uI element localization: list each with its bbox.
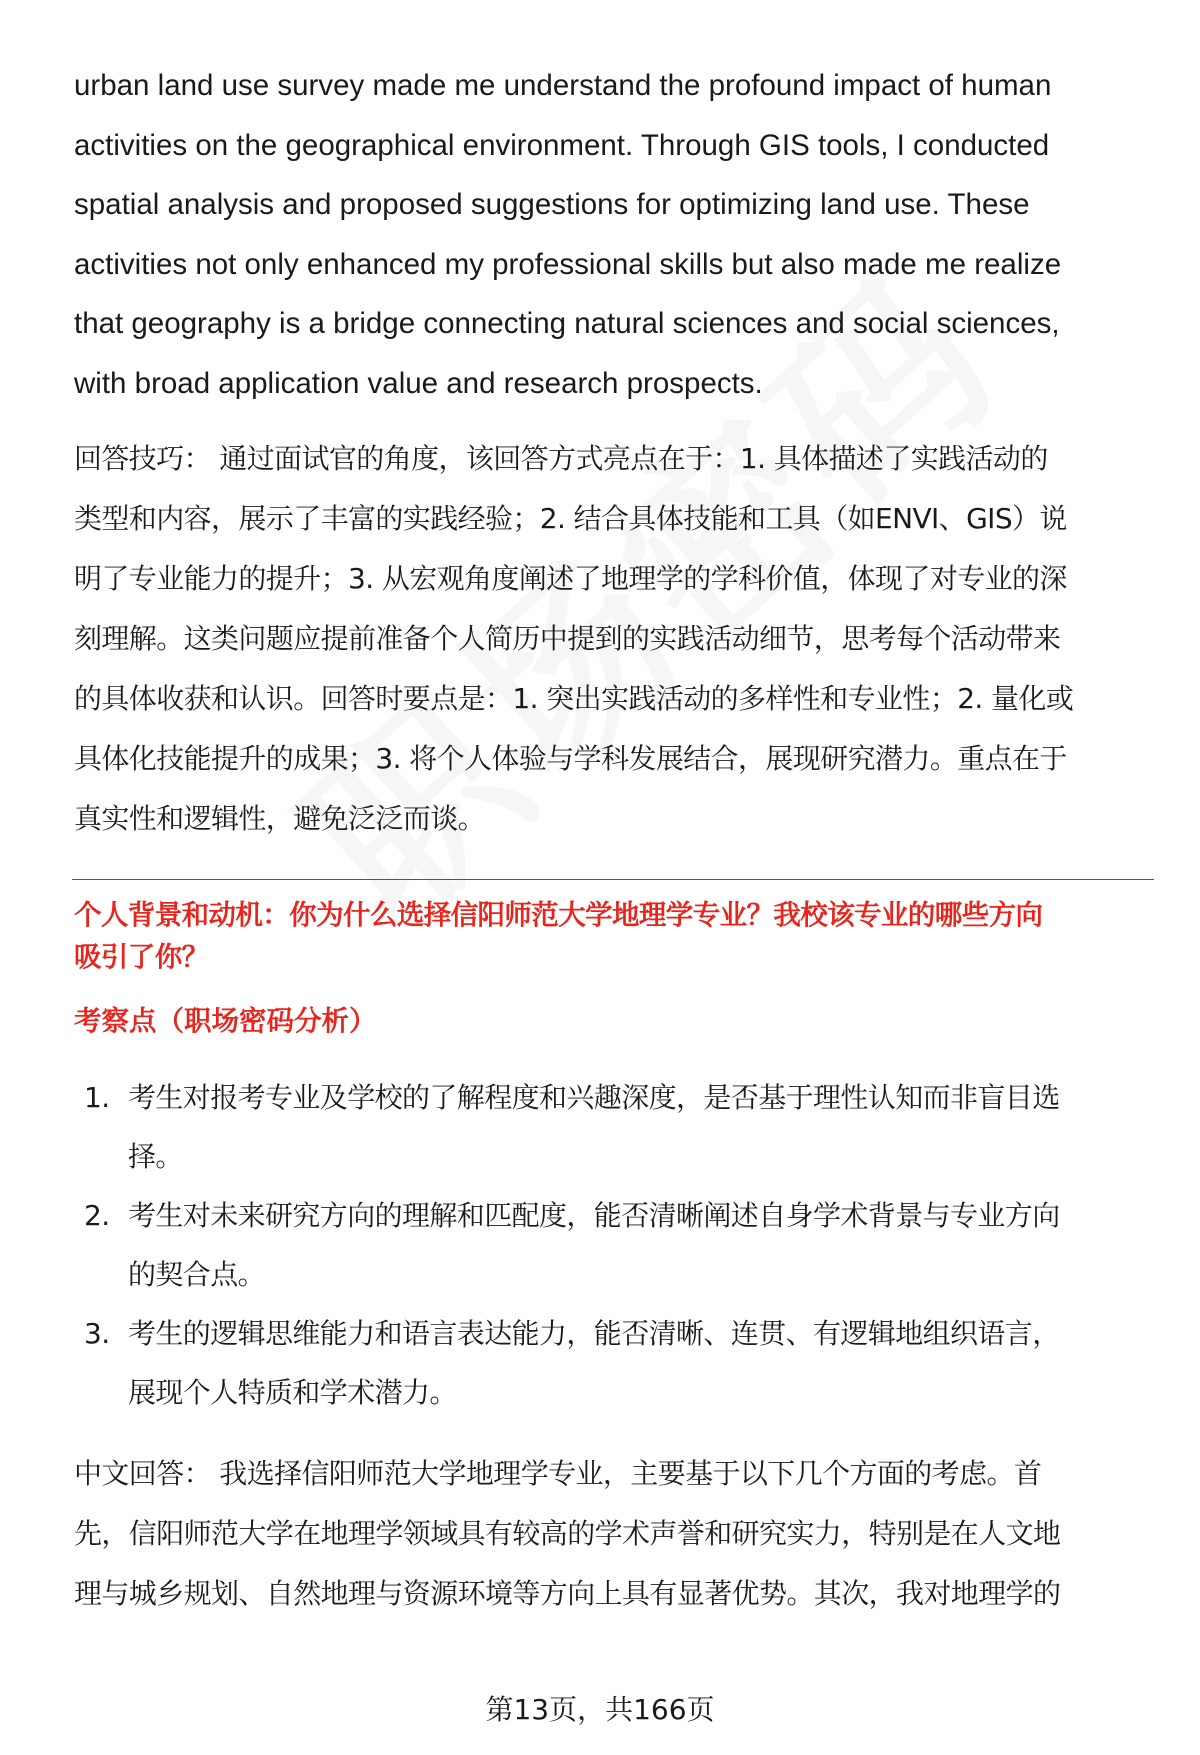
text-line: activities not only enhanced my professional skills but also made me realize [74,247,1062,281]
text-line: 的契合点。 [128,1258,266,1291]
text-line: 展现个人特质和学术潜力。 [128,1376,457,1409]
text-line: 类型和内容，展示了丰富的实践经验；2. 结合具体技能和工具（如ENVI、GIS）说 [74,502,1067,535]
list-number: 2. [84,1199,110,1232]
chinese-answer-paragraph [74,1444,1154,1624]
list-item [74,1186,1154,1304]
text-line: 理与城乡规划、自然地理与资源环境等方向上具有显著优势。其次，我对地理学的 [74,1577,1061,1610]
text-line: 先，信阳师范大学在地理学领域具有较高的学术声誉和研究实力，特别是在人文地 [74,1517,1061,1550]
spacer [74,413,1154,429]
text-line: 个人背景和动机：你为什么选择信阳师范大学地理学专业？我校该专业的哪些方向 [74,899,1043,931]
text-line: 中文回答： 我选择信阳师范大学地理学专业，主要基于以下几个方面的考虑。首 [74,1457,1042,1490]
page-footer: 第13页，共166页 [485,1693,715,1726]
text-line: 的具体收获和认识。回答时要点是：1. 突出实践活动的多样性和专业性；2. 量化或 [74,682,1074,715]
list-item [74,1304,1154,1422]
text-line: 刻理解。这类问题应提前准备个人简历中提到的实践活动细节，思考每个活动带来 [74,622,1061,655]
text-line: activities on the geographical environment. Through GIS tools, I conducted [74,128,1050,162]
question-heading [74,894,1154,978]
analysis-points-list [74,1068,1154,1422]
page-content [74,56,1154,1624]
text-line: 明了专业能力的提升；3. 从宏观角度阐述了地理学的学科价值，体现了对专业的深 [74,562,1067,595]
list-number: 1. [84,1081,110,1114]
list-number: 3. [84,1317,110,1350]
text-line: 真实性和逻辑性，避免泛泛而谈。 [74,802,486,835]
text-line: 考生的逻辑思维能力和语言表达能力，能否清晰、连贯、有逻辑地组织语言， [128,1317,1060,1350]
section-divider [72,879,1154,880]
english-answer-paragraph [74,56,1154,413]
text-line: 吸引了你？ [74,941,209,973]
analysis-heading: 考察点（职场密码分析） [74,1005,377,1037]
text-line: 具体化技能提升的成果；3. 将个人体验与学科发展结合，展现研究潜力。重点在于 [74,742,1067,775]
text-line: 择。 [128,1140,183,1173]
text-line: 考生对报考专业及学校的了解程度和兴趣深度，是否基于理性认知而非盲目选 [128,1081,1060,1114]
text-line: 回答技巧： 通过面试官的角度，该回答方式亮点在于：1. 具体描述了实践活动的 [74,442,1048,475]
text-line: spatial analysis and proposed suggestions for optimizing land use. These [74,188,1030,221]
text-line: with broad application value and research prospects. [74,366,763,400]
text-line: urban land use survey made me understand the profound impact of human [74,69,1052,102]
answer-tips-paragraph [74,429,1154,849]
text-line: that geography is a bridge connecting natural sciences and social sciences, [74,307,1060,340]
list-item [74,1068,1154,1186]
text-line: 考生对未来研究方向的理解和匹配度，能否清晰阐述自身学术背景与专业方向 [128,1199,1060,1232]
